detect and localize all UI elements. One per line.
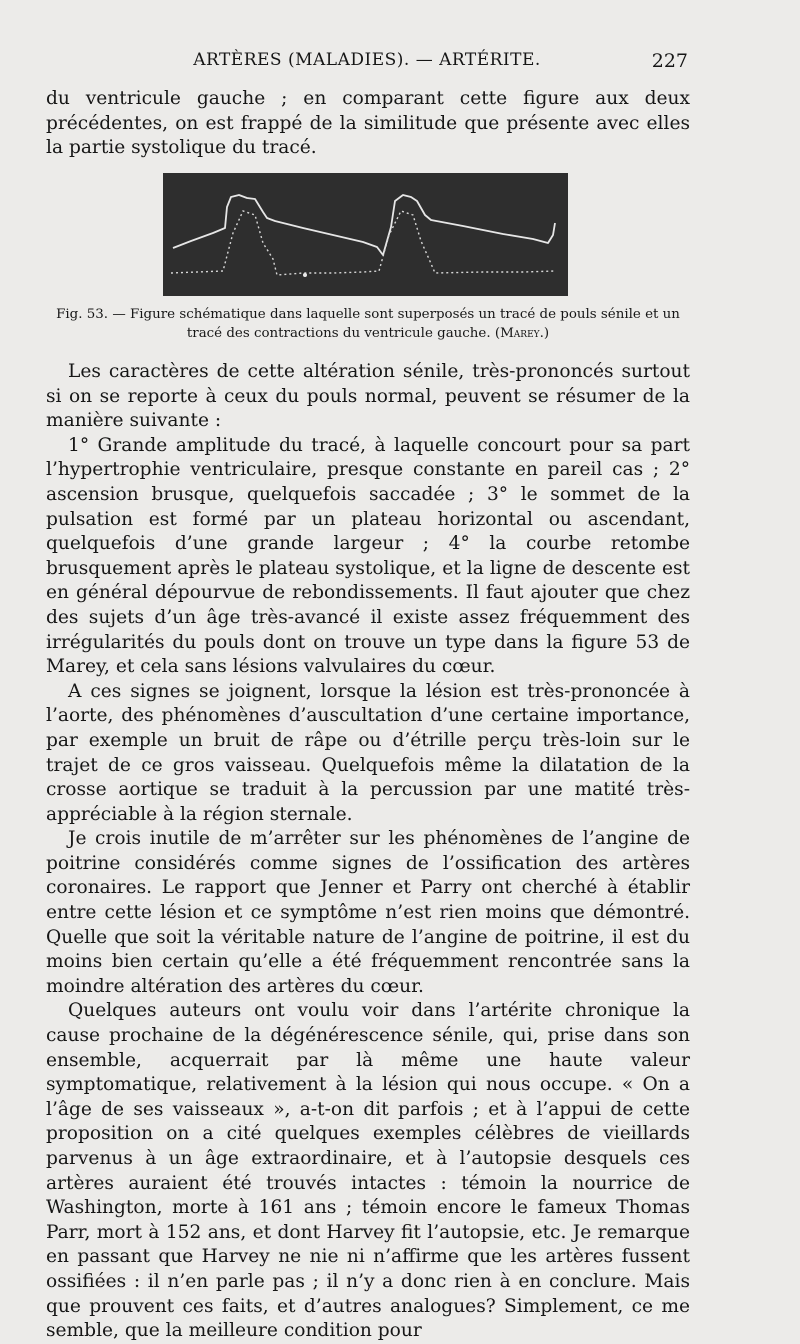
intro-paragraph-block — [46, 87, 690, 161]
paragraph: Quelques auteurs ont voulu voir dans l’artérite chronique la cause prochaine de la dégénérescence sénile, qui, prise dans son ensemble, acquerrait par là même une haute valeur symptomatique, relativement à la lésion qui nous occupe. « On a l’âge de ses vaisseaux », a-t-on dit parfois ; et à l’appui de cette proposition on a cité quelques exemples célèbres de vieillards parvenus à un âge extraordinaire, et à l’autopsie desquels ces artères auraient été trouvés intactes : témoin la nourrice de Washington, morte à 161 ans ; témoin encore le fameux Thomas Parr, mort à 152 ans, et dont Harvey fit l’autopsie, etc. Je remarque en passant que Harvey ne nie ni n’affirme que les artères fussent ossifiées : il n’en parle pas ; il n’y a donc rien à en conclure. Mais que prouvent ces faits, et d’autres analogues? Simplement, ce me semble, que la meilleure condition pour — [46, 1000, 690, 1342]
paragraph: Je crois inutile de m’arrêter sur les phénomènes de l’angine de poitrine considérés comme signes de l’ossification des artères coronaires. Le rapport que Jenner et Parry ont cherché à établir entre cette lésion et ce symptôme n’est rien moins que démontré. Quelle que soit la véritable nature de l’angine de poitrine, il est du moins bien certain qu’elle a été fréquemment rencontrée sans la moindre altération des artères du cœur. — [46, 828, 690, 997]
figure-caption — [46, 305, 690, 343]
paragraph: A ces signes se joignent, lorsque la lésion est très-prononcée à l’aorte, des phénomènes d’auscultation d’une certaine importance, par exemple un bruit de râpe ou d’étrille perçu très-loin sur le trajet de ce gros vaisseau. Quelquefois même la dilatation de la crosse aortique se traduit à la percussion par une matité très-appréciable à la région sternale. — [46, 680, 690, 825]
figure-label: Fig. 53. — [56, 307, 109, 322]
body-text — [46, 360, 690, 1344]
paragraph: Les caractères de cette altération sénile, très-prononcés surtout si on se reporte à ceux du pouls normal, peuvent se résumer de la manière suivante : — [46, 361, 690, 432]
pulse-tracing-figure — [163, 173, 568, 296]
pulse-tracing-illustration — [163, 173, 568, 296]
figure-caption-text: — Figure schématique dans laquelle sont superposés un tracé de pouls sénile et un tracé des contractions du ventricule gauche. — [108, 307, 680, 341]
paragraph: 1° Grande amplitude du tracé, à laquelle concourt pour sa part l’hypertrophie ventriculaire, presque constante en pareil cas ; 2° ascension brusque, quelquefois saccadée ; 3° le sommet de la pulsation est formé par un plateau horizontal ou ascendant, quelquefois d’une grande largeur ; 4° la courbe retombe brusquement après le plateau systolique, et la ligne de descente est en général dépourvue de rebondissements. Il faut ajouter que chez des sujets d’un âge très-avancé il existe assez fréquemment des irrégularités du pouls dont on trouve un type dans la figure 53 de Marey, et cela sans lésions valvulaires du cœur. — [46, 434, 690, 678]
running-head — [46, 50, 688, 76]
intro-paragraph: du ventricule gauche ; en comparant cette figure aux deux précédentes, on est frappé de la similitude que présente avec elles la partie systolique du tracé. — [46, 88, 690, 159]
page-number: 227 — [651, 50, 688, 72]
running-title: ARTÈRES (MALADIES). — ARTÉRITE. — [193, 50, 541, 70]
figure-credit: (Marey.) — [494, 326, 550, 341]
